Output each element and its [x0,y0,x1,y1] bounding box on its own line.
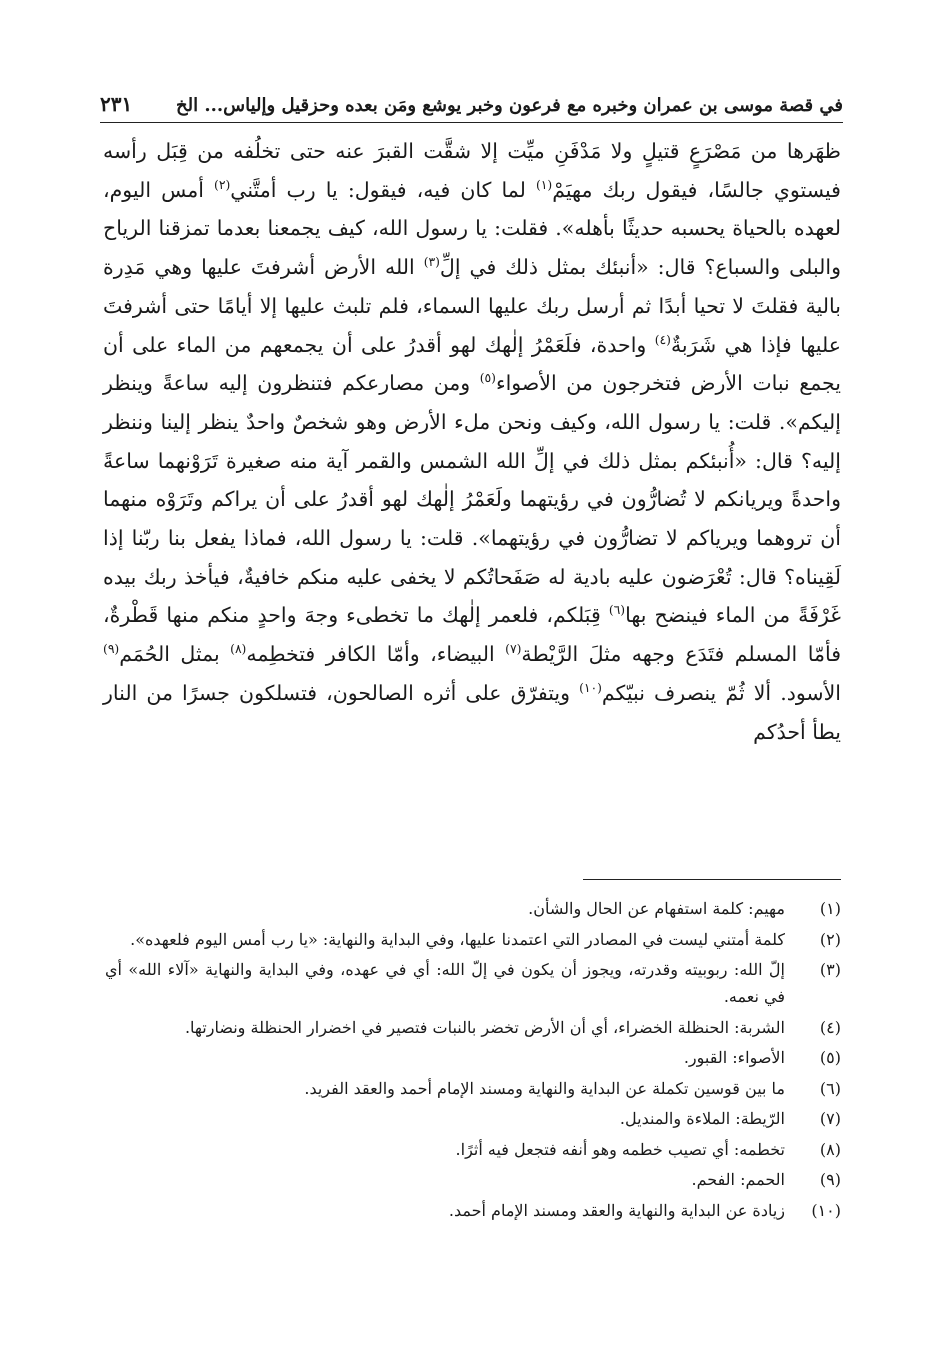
footnote-number: (١٠) [811,1200,841,1220]
text-run: قِبَلكم، فلعمر إلٰهك ما تخطىء وجهَ واحدٍ منكم منها قَطْرةٌ، فأمّا المسلم فتَدَع وجهه مثلَ الرَّيْطة [103,603,841,667]
footnote-number: (٦) [819,1078,841,1098]
text-run: ويتفرّق على أثره الصالحون، فتسلكون جسرًا من النار يطأ أحدُكم [103,680,841,744]
footnote-number: (٤) [819,1017,841,1037]
footnote-number: (٨) [819,1139,841,1159]
footnote-item [105,1105,841,1132]
footnote-ref-9: (٩) [103,642,120,657]
footnote-text: زيادة عن البداية والنهاية والعقد ومسند الإمام أحمد. [448,1200,785,1220]
text-run: بمثل الحُمَم [119,642,231,667]
footnote-ref-3: (٣) [423,255,440,270]
footnote-ref-1: (١) [535,177,553,192]
footnote-text: الحمم: الفحم. [691,1170,785,1189]
footnote-ref-10: (١٠) [579,681,602,696]
running-header [100,82,843,123]
text-run: واحدة، فلَعَمْرُ إلٰهك لهو أقدرُ على أن يجمعهم من الماء على أن يجمع نبات الأرض فتخرجون من الأصواء [103,332,841,396]
footnote-item [105,926,841,953]
footnote-number: (٥) [819,1048,841,1067]
footnote-ref-8: (٨) [230,642,247,657]
footnote-text: الرّيطة: الملاءة والمنديل. [619,1109,785,1128]
footnote-ref-4: (٤) [654,332,671,347]
text-run: ومن مصارعكم فتنظرون إليه ساعةً وينظر إليكم». قلت: يا رسول الله، وكيف ونحن ملء الأرض وهو شخصٌ واحدٌ ينظر إلينا وننظر إليه؟ قال: «أُنبئكم بمثل ذلك في إلِّ الله الشمس والقمر آية منه صغيرة تَرَوْنهما ساعةً واحدةً ويريانكم لا تُضارُّون في رؤيتهما ولَعَمْرُ إلٰهك لهو أقدرُ على أن يراكم وتَرَوْه منهما أن تروهما ويرياكم لا تضارُّون في رؤيتهما». قلت: يا رسول الله، فماذا يفعل بنا ربّنا إذا لَقِيناه؟ قال: تُعْرَضون عليه بادية له صَفَحاتُكم لا يخفى عليه منكم خافيةٌ، فيأخذ ربك بيده غَرْفَةً من الماء فينضح بها [103,371,841,628]
text-run: الله الأرض أشرفتَ عليها وهي مَدِرة بالية فقلتَ لا تحيا أبدًا ثم أرسل ربك عليها السماء، فلم تلبث عليها إلا أيامًا حتى أشرفتَ عليها فإذا هي شَرَبةٌ [103,255,841,357]
footnote-ref-5: (٥) [479,371,496,386]
text-run: البيضاء، وأمّا الكافر فتخطِمه [246,642,506,667]
body-paragraph [103,132,841,751]
footnote-item [105,1075,841,1102]
text-run: الأسود. ألا ثُمّ ينصرف نبيّكم [601,680,841,705]
footnote-number: (٢) [819,929,841,949]
text-run: أمس اليوم، لعهده بالحياة يحسبه حديثًا بأهله». فقلت: يا رسول الله، كيف يجمعنا بعدما تمزقنا الرياح والبلى والسباع؟ قال: «أنبئك بمثل ذلك في إلِّ [103,177,841,280]
text-run: لما كان فيه، فيقول: يا رب أمتَّني [230,177,536,202]
footnote-number: (١) [819,899,841,918]
footnote-ref-2: (٢) [214,177,231,192]
footnote-text: إلّ الله: ربوبيته وقدرته، ويجوز أن يكون في إلّ الله: أي في عهده، وفي البداية والنهاية «آلاء الله» أي في نعمه. [105,960,785,1006]
footnote-ref-6: (٦) [608,603,626,618]
footnote-item [105,1014,841,1041]
footnote-text: الشربة: الحنظلة الخضراء، أي أن الأرض تخضر بالنبات فتصير في اخضرار الحنظلة ونضارتها. [184,1017,785,1037]
footnote-number: (٣) [819,960,841,979]
footnote-item [105,895,841,922]
footnote-item [105,1166,841,1193]
footnote-text: ما بين قوسين تكملة عن البداية والنهاية ومسند الإمام أحمد والعقد الفريد. [304,1078,785,1098]
footnote-separator [583,879,841,880]
footnote-text: تخطمه: أي تصيب خطمه وهو أنفه فتجعل فيه أثرًا. [455,1139,785,1159]
footnote-text: مهيم: كلمة استفهام عن الحال والشأن. [528,899,785,918]
footnote-ref-7: (٧) [505,642,522,657]
footnote-item [105,1044,841,1071]
main-text [103,132,841,751]
header-title: في قصة موسى بن عمران وخبره مع فرعون وخبر يوشع ومَن بعده وحزقيل وإلياس... الخ [175,95,843,116]
text-run: ظهَرها من مَصْرَعٍ قتيلٍ ولا مَدْفَنِ ميِّت إلا شقَّت القبرَ عنه حتى تخلُفه من قِبَل رأسه فيستوي جالسًا، فيقول ربك مهيَمْ [103,139,841,202]
footnote-item [105,1197,841,1224]
footnote-text: كلمة أمتني ليست في المصادر التي اعتمدنا عليها، وفي البداية والنهاية: «يا رب أمس اليوم فلعهده». [130,929,785,949]
footnotes-list [105,895,841,1227]
footnote-item [105,1136,841,1163]
footnote-number: (٧) [819,1109,841,1128]
page-number: ٢٣١ [100,92,133,116]
footnote-number: (٩) [819,1170,841,1189]
footnote-item [105,956,841,1010]
footnote-text: الأصواء: القبور. [683,1048,785,1067]
